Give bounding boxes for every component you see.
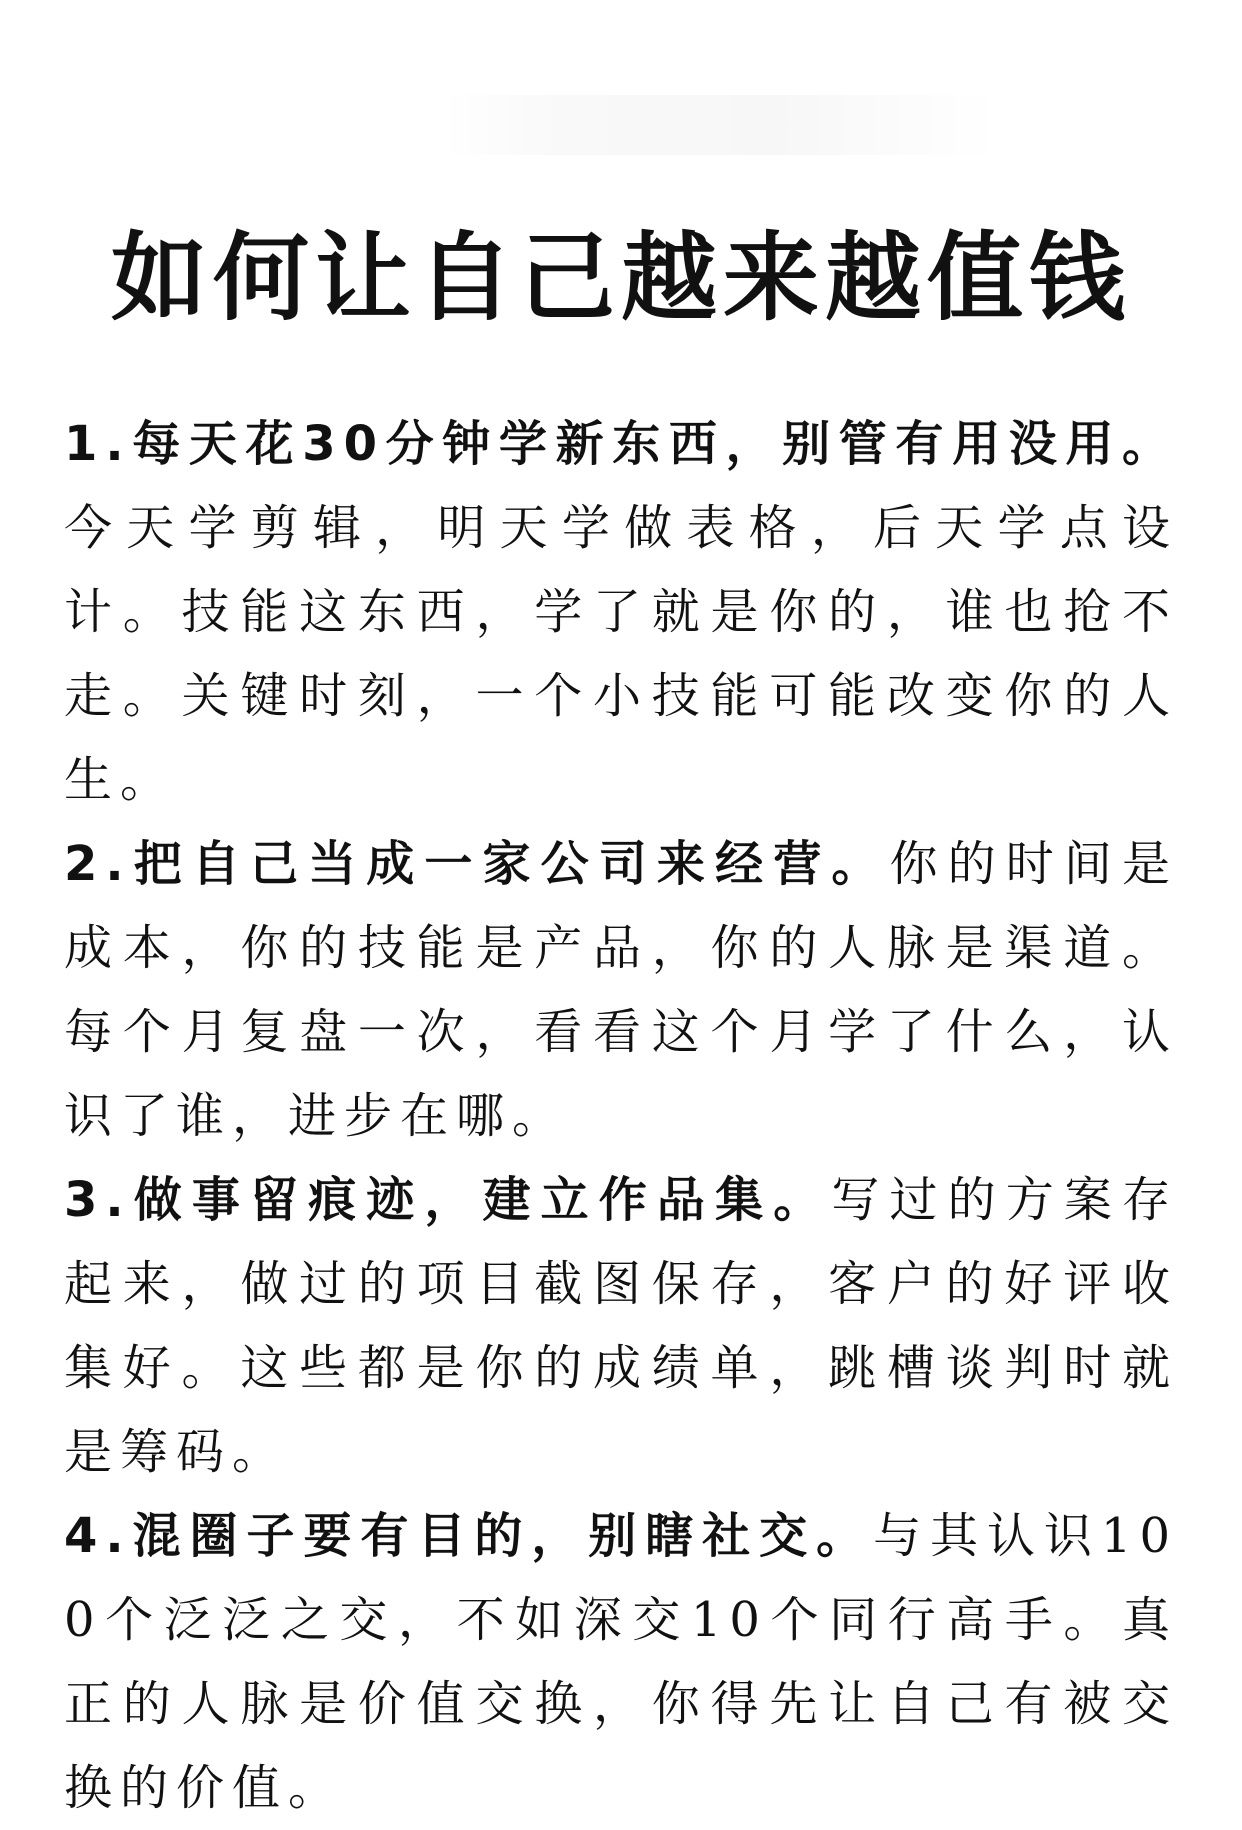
point-3-lead: 3.做事留痕迹，建立作品集。 [64,1172,832,1228]
point-4 [64,1494,1178,1830]
point-4-body: 与其认识100个泛泛之交，不如深交10个同行高手。真正的人脉是价值交换，你得先让自己有被交换的价值。 [64,1508,1178,1816]
point-3 [64,1158,1178,1494]
article-body [64,402,1178,1830]
point-1 [64,402,1178,822]
point-1-body: 今天学剪辑，明天学做表格，后天学点设计。技能这东西，学了就是你的，谁也抢不走。关键时刻，一个小技能可能改变你的人生。 [64,500,1178,808]
point-1-lead: 1.每天花30分钟学新东西，别管有用没用。 [64,416,1178,472]
point-2-lead: 2.把自己当成一家公司来经营。 [64,836,890,892]
point-2 [64,822,1178,1158]
faint-watermark-logo [440,95,1000,155]
point-2-body: 你的时间是成本，你的技能是产品，你的人脉是渠道。每个月复盘一次，看看这个月学了什么，认识了谁，进步在哪。 [64,836,1178,1144]
page-title: 如何让自己越来越值钱 [111,222,1131,334]
point-4-lead: 4.混圈子要有目的，别瞎社交。 [64,1508,874,1564]
point-3-body: 写过的方案存起来，做过的项目截图保存，客户的好评收集好。这些都是你的成绩单，跳槽谈判时就是筹码。 [64,1172,1178,1480]
